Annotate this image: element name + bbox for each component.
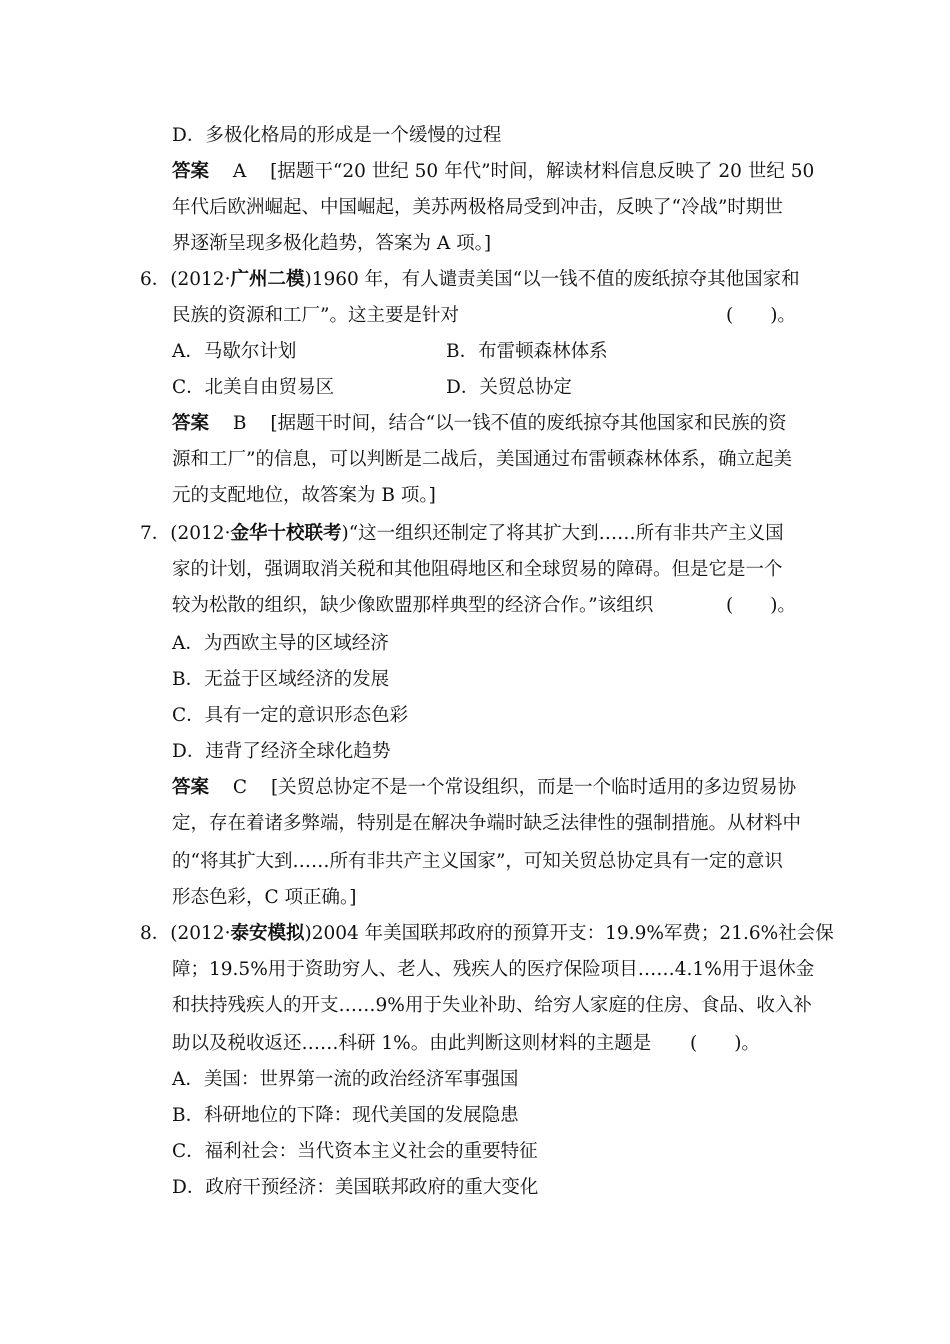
- question-source: 泰安模拟: [230, 923, 305, 944]
- question-number: 6．: [140, 269, 171, 290]
- question-source: 广州二模: [230, 269, 305, 290]
- question-source: 金华十校联考: [230, 523, 342, 544]
- q8-answer-blank: ( )。: [690, 1033, 760, 1054]
- question-source-close: ): [304, 269, 312, 290]
- q7-stem-line-3: 较为松散的组织，缺少像欧盟那样典型的经济合作。”该组织: [172, 595, 654, 616]
- q8-option-a: A．美国：世界第一流的政治经济军事强国: [172, 1069, 519, 1090]
- question-source-close: ): [304, 923, 312, 944]
- answer-label: 答案: [172, 161, 210, 182]
- q8-stem-line-1: [140, 922, 834, 946]
- answer-letter: C: [232, 777, 248, 798]
- answer-explanation: [据题干“20 世纪 50 年代”时间，解读材料信息反映了 20 世纪 50: [270, 161, 815, 182]
- q8-option-c: C．福利社会：当代资本主义社会的重要特征: [172, 1141, 538, 1162]
- q6-option-d: D．关贸总协定: [446, 377, 572, 398]
- question-source-open: (2012·: [170, 923, 231, 944]
- q5-answer-line-2: 年代后欧洲崛起、中国崛起，美苏两极格局受到冲击，反映了“冷战”时期世: [172, 197, 783, 218]
- q5-answer-line-1: [172, 160, 814, 184]
- question-number: 7．: [140, 523, 171, 544]
- question-source-open: (2012·: [170, 269, 231, 290]
- q8-stem-line-4: 助以及税收返还……科研 1%。由此判断这则材料的主题是: [172, 1033, 652, 1054]
- question-source-open: (2012·: [170, 523, 231, 544]
- q7-stem-line-2: 家的计划，强调取消关税和其他阻碍地区和全球贸易的障碍。但是它是一个: [172, 559, 783, 580]
- answer-label: 答案: [172, 413, 210, 434]
- q7-option-a: A．为西欧主导的区域经济: [172, 633, 389, 654]
- question-stem: 1960 年，有人谴责美国“以一钱不值的废纸掠夺其他国家和: [311, 269, 800, 290]
- answer-letter: B: [232, 413, 247, 434]
- q5-answer-line-3: 界逐渐呈现多极化趋势，答案为 A 项。]: [172, 233, 492, 254]
- q7-answer-line-2: 定，存在着诸多弊端，特别是在解决争端时缺乏法律性的强制措施。从材料中: [172, 813, 802, 834]
- q6-answer-line-2: 源和工厂”的信息，可以判断是二战后，美国通过布雷顿森林体系，确立起美: [172, 449, 792, 470]
- q6-answer-line-1: [172, 412, 787, 436]
- answer-letter: A: [232, 161, 247, 182]
- q6-option-a: A．马歇尔计划: [172, 341, 297, 362]
- q7-answer-line-4: 形态色彩，C 项正确。]: [172, 887, 357, 908]
- q7-option-c: C．具有一定的意识形态色彩: [172, 705, 409, 726]
- q6-option-c: C．北美自由贸易区: [172, 377, 335, 398]
- question-source-close: ): [341, 523, 349, 544]
- answer-label: 答案: [172, 777, 210, 798]
- q6-answer-line-3: 元的支配地位，故答案为 B 项。]: [172, 485, 436, 506]
- answer-explanation: [据题干时间，结合“以一钱不值的废纸掠夺其他国家和民族的资: [270, 413, 787, 434]
- q7-answer-line-1: [172, 776, 796, 800]
- q7-stem-line-1: [140, 522, 784, 546]
- q8-option-d: D．政府干预经济：美国联邦政府的重大变化: [172, 1177, 539, 1198]
- q7-option-d: D．违背了经济全球化趋势: [172, 741, 391, 762]
- q6-stem-line-2: 民族的资源和工厂”。这主要是针对: [172, 305, 459, 326]
- q7-answer-line-3: 的“将其扩大到……所有非共产主义国家”，可知关贸总协定具有一定的意识: [172, 851, 783, 872]
- q8-stem-line-3: 和扶持残疾人的开支……9%用于失业补助、给穷人家庭的住房、食品、收入补: [172, 995, 812, 1016]
- q5-option-d: D．多极化格局的形成是一个缓慢的过程: [172, 125, 502, 146]
- q6-answer-blank: ( )。: [726, 305, 796, 326]
- question-stem: “这一组织还制定了将其扩大到……所有非共产主义国: [348, 523, 784, 544]
- question-stem: 2004 年美国联邦政府的预算开支：19.9%军费；21.6%社会保: [311, 923, 834, 944]
- q7-answer-blank: ( )。: [726, 595, 796, 616]
- question-number: 8．: [140, 923, 171, 944]
- q6-stem-line-1: [140, 268, 800, 292]
- q8-option-b: B．科研地位的下降：现代美国的发展隐患: [172, 1105, 519, 1126]
- q6-option-b: B．布雷顿森林体系: [446, 341, 608, 362]
- answer-explanation: [关贸总协定不是一个常设组织，而是一个临时适用的多边贸易协: [270, 777, 797, 798]
- q7-option-b: B．无益于区域经济的发展: [172, 669, 390, 690]
- q8-stem-line-2: 障；19.5%用于资助穷人、老人、残疾人的医疗保险项目……4.1%用于退休金: [172, 959, 815, 980]
